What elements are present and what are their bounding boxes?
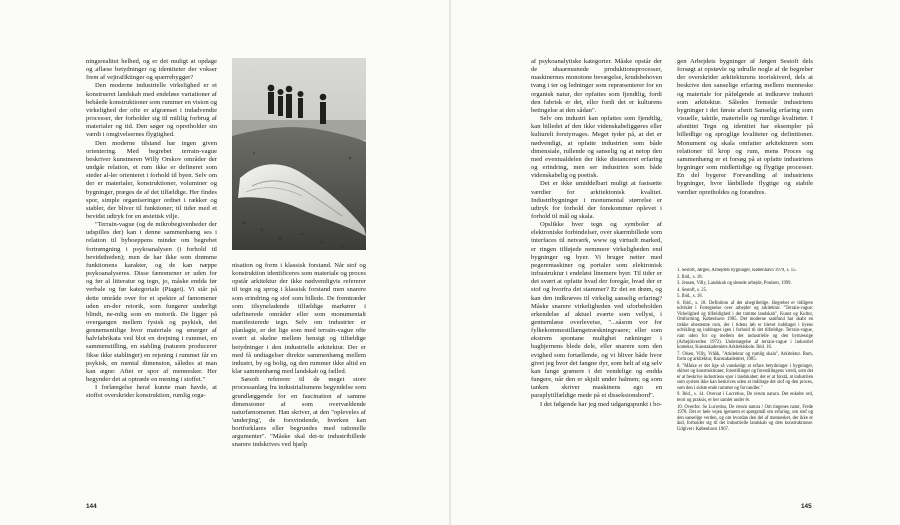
paragraph: I det følgende har jeg med udgangspunkt i bo- bbox=[540, 400, 662, 408]
left-column-2 bbox=[232, 262, 366, 488]
paragraph: "Terrain-vague (og de mikrobegivenheder der udspilles der) kan i denne sammenhæng ses i relation til byboeppens minder om begrebet fortrængning i psykoanalysen (i forhold til bevidstheden); men de har ikke som drømme funktionens karakter, og de kan næppe psykoanalyseres. Disse fænomener er uden for og før al litteratur og tegn, jo, måske endda før verbale og før kategoriale (Piaget). Vi står på dette område over for et spektre af fænomener uden en-der retorik, som fungerer underligt blindt, ne-mlig som en motorik. De ligger på overgangen mellem fysisk og psykisk, det gennemsnitlige hvor materiale og smerger af halvfabrikata ved blot en drejning i rummet, en sammenstilling, en stabling (naturen producerer fikse ikke stablinger) en rejsning i rummet får en psykisk, en mental dimension, således at man kan ægne: Aftet er spor af mennesker. Her begynder det at optræde en mening i stoffet." bbox=[86, 221, 217, 384]
endnotes bbox=[677, 268, 813, 490]
right-page bbox=[451, 0, 900, 525]
endnote: 2. Ibid., s. 18. bbox=[677, 274, 703, 280]
photo-icon bbox=[232, 58, 366, 250]
endnote: 9. Ibid., s. 14. Oversat i Lucretius, De rerum natura. Det enkelte ord, teori og praksis, er her samlet under ét. bbox=[677, 392, 813, 404]
paragraph: Den moderne tilstand har ingen given orientering. Med begrebet terrain-vague beskriver kunstneren Willy Orskov områder der undgår relation, et rum ikke er defineret som steder al-ler orienteret i forhold til byen. Selv om der er materialer, konstruktioner, voluminer og bygninger, præges de af det tilfældige. Her findes spor, simple organiseringer ordnet i rækker og stabler, der bliver til funktioner; til tider med et bevidst udtryk for en æstetisk vilje. bbox=[86, 139, 217, 220]
paragraph: gen Arbejdets bygninger af Jørgen Sestoft dels forsøgt at opstøvle og udrulle nogle af de begreber der overskrider arkitekturens teoriskiverd, dels at beskrive den sanselige erfaring mellem menneske og materiale for påfølgende at indkræve industri som arkitektur. Således fremstår industriens bygninger i det første afsnit Sanselig erfaring som visuelle, taktile, materielle og rumlige kvaliteter. I afsnittet Tegn og identitet har eksempler på billedlige og sproglige kvaliteter og definitioner. Monument og skala omfatter arkitekturen som relationer til krop og rum, mens Proces og sammenhæng er et forsøg på at opfatte industriens bygninger som midlertidige og flygtige processer. En del bygerer Forvandling af industriens bygninger, hvor lånbillede flygtige og stabile værdier opretholdes og forandres. bbox=[677, 58, 813, 196]
black-and-white-photo bbox=[232, 58, 366, 250]
right-column-1 bbox=[531, 58, 662, 488]
endnote: 8. "Måske er det lige så vanskeligt at erfare betydninger i bygninger, skitser og konstruktioner, forestillinger og forestillingens værdi, som det er at beskrive industriens spor i landskabet; det er at forstå, at industrien som system ikke kan beskrives uden at inddrage det stof og den proces, som den i sidste ende rummer og forvandler." bbox=[677, 363, 813, 391]
left-page bbox=[0, 0, 449, 525]
paragraph: af psykoanalytiske kategorier. Måske opstår der de ubaarnusnede produktionsprocesser, maskinernes monotone bevægelse, krudsbehoven tvang i ter og ledninger som repræsenterer for en organisk natur, der opfattes som fjendtlig, fordi den fabrisk er det, eller fordi det er kulturens betingelse at den sådan". bbox=[531, 58, 662, 114]
endnote: 6. Ibid., s. 18. Definition af det ubegribelige. Begrebet er tidligere udviklet i Fortegnelse over arbejder og arkitektur. "Terrain-vague: Virkelighed og tilfældighed i det tomme landskab", Kunst og Kultur, Omforming, København 1985. Det moderne samfund har skabt en række ubestemte rum, der i tidens løb er blevet inddraget i byens udvikling og inddrages igen i forhold til det tilfældige. Terrain-vague, rum uden for og mellem det industrielle og den bymæssige (Arbejdsverden 1972). Undersøgelse af terrain-vague i industriel kontekst, Kunstakademiets Arkitektskole. Ibid. 16. bbox=[677, 300, 813, 351]
paragraph: Selv om industri kan opfattes som fjendtlig, kan billedet af den ikke videnskabeliggøres eller kulturelt forstyrrages. Meget tyder på, at det er nødvendigt, at opfatte industrien som både dimensiale, rullende og sanselig og at netop den med eventualdelen der ikke distanceret erfaring og erindring, men ser industrien som både videnskabelig og poetisk. bbox=[531, 115, 662, 180]
paragraph: ningsrealitet helhed, og er det muligt at opdage og aflæse betydninger og identiteter der vokser frem af vejtrafiktinger og spærrebygger? bbox=[86, 58, 217, 82]
endnote: 7. Olsen, Villy, Vrååk, "Arkitektur og rumlig skala", Arkitektur. Rum, form og arkitektur, Kunstakademiet, 1985. bbox=[677, 351, 813, 363]
endnote: 1. Sestoft, Jørgen, Arbejdets bygninger, København 1979, s. 15. bbox=[677, 268, 797, 273]
paragraph: Opslikke hver tegn og symboler af elektroniske forbindelser, over skærmbillede som interfaces til netværk, www og virtuelt marked, er ringen tilføjede nemmere virkeligheden end bygninger og byer. Vi bruger netter med pegeremaskiner og portaler som elektronisk infrastruktur i endeløst linemere byer. Til tider er det svært at opfatte hvad der foregår, hvad der er stof og hvorfra det stammer? Er det en drøm, og kan den indkræves til virkelig sanselig erfaring? Måske snarere virkeligheden ved uforbeholden erkendelse af aktuel sværte som vellyst, i gennemlæse overleveise, "...såsom vor for fylkekommestillængetræskningvaere; eller som ekstrem spontane mulighet rækninger i bagbjernens blede dele, eller snarere som den evighed som fortællende, og vi bliver både hvor givet jeg hvor det fangne dyr, som helt af sig selv kan fange grænere i det vendelige og endda fungere, når den er skjult under halmen; og som tanken skriver maskinens ego en paraplytilfældige mede på et disseksionsbord". bbox=[531, 221, 662, 400]
endnote: 4. Sestoft, s. 25. bbox=[677, 287, 708, 293]
paragraph: nisation og form i klassisk forstand. Når stof og konstruktion identificeres som materiale og proces opstår arkitektur der ikke nødvendigvis refererer til tegn og sprog i klassisk forstand men snarere som erindring og stof som billede. De fremtræder som tilsyneladende tilfældige markører i udefinerede områder eller som monumentalt manifesterede tegn. Selv om industrier er planlagte, er det lige som med terrain-vague ofte svært at skelne mellem hensigt og tilfældige betydninger i den industrielle arkitektur. Der er med få undtagelser direkte sammenhæng mellem industri, by og bolig, og den rummer ikke altid en klar sammenhæng med landskab og fælled. bbox=[232, 262, 366, 376]
page-number: 145 bbox=[801, 503, 812, 510]
right-column-2 bbox=[677, 58, 813, 254]
paragraph: Den moderne industrielle virkelighed er et konstrueret landskab med endeløse variationer af bebåede konstruktioner som rummer en vision og virkelighed der ofte er afgrænset i indadvendte processer, der forholder sig til mililig forbrug af materialer og tid. Den søger og opretholder sin værdi i omgivelsernes flygtighed. bbox=[86, 82, 217, 139]
endnote: 3. Jensen, Villy, Landskab og slesede arbejde, Poulsen, 1999. bbox=[677, 281, 792, 287]
paragraph: Det er ikke umiddelbart muligt at fastsætte værdier for arkitektonisk kvalitet. Industribygninger i monumental størrelse er udtryk for forhold der forekommer oplevet i forhold til mål og skala. bbox=[531, 180, 662, 220]
endnote: 10. Ovenfor. Se Lucretius, De rerum natura / Om tingenes natur, Frede 1978. Det er hele vejen igennem et spørgsmål om erfaring, om stof og den sanselige verden, og om hvordan den del af mennesket, der ikke er ånd, forholder sig til det industrielle landskab og dets konstruktioner. Udgivet i København 1967. bbox=[677, 404, 813, 432]
page-number: 144 bbox=[86, 503, 97, 510]
endnote: 5. Ibid., s. 18. bbox=[677, 294, 703, 300]
left-column-1 bbox=[86, 58, 217, 486]
paragraph: I forlængelse heraf kunne man havde, at stoffet overskrider konstruktion, rumlig orga- bbox=[86, 384, 217, 400]
paragraph: Sæsoft refererer til de meget store processanlæg fra industrialismens begyndelse som grundlæggende for en fascination af samme dimensioner af som overvældende naturfænomener. Han skriver, at den "opleveles af 'underjing', de forsvindende, hverken kan bortforklares eller begrundes med rationelle argumenter". "Måske skal det-te industribillede snarere indskrives ved hjælp bbox=[232, 376, 366, 449]
